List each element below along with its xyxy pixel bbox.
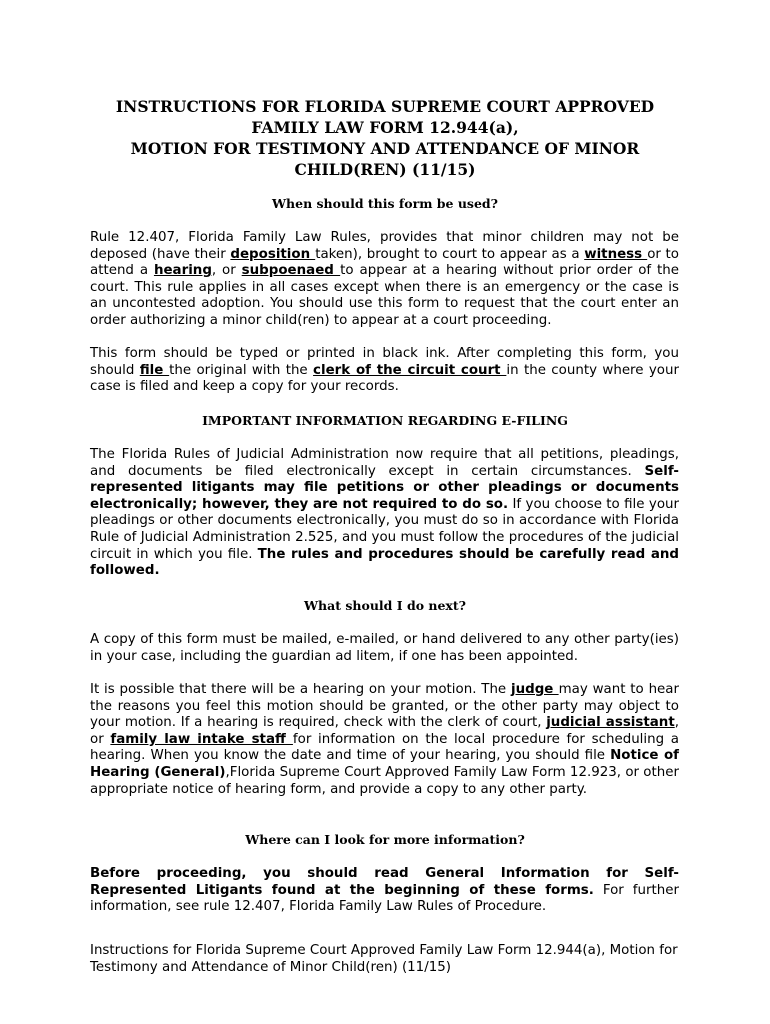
title-line-1: INSTRUCTIONS FOR FLORIDA SUPREME COURT APPROVED — [115, 97, 655, 116]
paragraph-before-proceeding: Before proceeding, you should read General Information for Self-Represented Litigants found at the beginning of these forms. For further information, see rule 12.407, Florida Family Law Rules of Procedure. — [90, 866, 679, 915]
link-judicial-assistant[interactable]: judicial assistant — [546, 715, 675, 731]
paragraph-e-filing: The Florida Rules of Judicial Administration now require that all petitions, pleadings, and documents be filed electronically except in certain circumstances. Self-represented litigants may file petitions or other pleadings or documents electronically; however, they are not required to do so. If you choose to file your pleadings or other documents electronically, you must do so in accordance with Florida Rule of Judicial Administration 2.525, and you must follow the procedures of the judicial circuit in which you file. The rules and procedures should be carefully read and followed. — [90, 447, 680, 579]
title-line-3: MOTION FOR TESTIMONY AND ATTENDANCE OF MINOR — [130, 139, 640, 158]
heading-e-filing: IMPORTANT INFORMATION REGARDING E-FILING — [202, 413, 568, 428]
page-footer: Instructions for Florida Supreme Court Approved Family Law Form 12.944(a), Motion for Testimony and Attendance of Minor Child(ren) (11/15) — [90, 943, 678, 975]
paragraph-copy-of-form: A copy of this form must be mailed, e-mailed, or hand delivered to any other party(ies) in your case, including the guardian ad litem, if one has been appointed. — [90, 632, 679, 664]
link-hearing[interactable]: hearing — [153, 263, 212, 279]
title-line-4: CHILD(REN) (11/15) — [294, 160, 476, 179]
heading-more-information: Where can I look for more information? — [245, 832, 525, 847]
title-line-2: FAMILY LAW FORM 12.944(a), — [251, 118, 519, 137]
paragraph-hearing: It is possible that there will be a hearing on your motion. The judge may want to hear the reasons you feel this motion should be granted, or the other party may object to your motion. If a hearing is required, check with the clerk of court, judicial assistant, or family law intake staff for information on the local procedure for scheduling a hearing. When you know the date and time of your hearing, you should file Notice of Hearing (General),Florida Supreme Court Approved Family Law Form 12.923, or other appropriate notice of hearing form, and provide a copy to any other party. — [90, 682, 680, 797]
heading-what-next: What should I do next? — [304, 598, 466, 613]
notice-of-hearing-title: Notice of Hearing (General) — [90, 748, 680, 780]
link-deposition[interactable]: deposition — [230, 246, 316, 262]
link-file[interactable]: file — [139, 362, 170, 378]
paragraph-rule-12407: Rule 12.407, Florida Family Law Rules, provides that minor children may not be deposed (have their deposition taken), brought to court to appear as a witness or to attend a hearing, or subpoenaed to appear at a hearing without prior order of the court. This rule applies in all cases except when there is an emergency or the case is an uncontested adoption. You should use this form to request that the court enter an order authorizing a minor child(ren) to appear at a court proceeding. — [90, 230, 680, 328]
link-subpoenaed[interactable]: subpoenaed — [241, 263, 341, 279]
link-witness[interactable]: witness — [584, 246, 648, 262]
link-family-law-intake-staff[interactable]: family law intake staff — [110, 731, 293, 747]
page-title — [90, 96, 680, 180]
heading-when-used: When should this form be used? — [272, 196, 498, 211]
link-judge[interactable]: judge — [511, 682, 559, 697]
paragraph-black-ink: This form should be typed or printed in black ink. After completing this form, you should file the original with the clerk of the circuit court in the county where your case is filed and keep a copy for your records. — [90, 346, 679, 395]
link-clerk-of-circuit-court[interactable]: clerk of the circuit court — [313, 362, 507, 378]
